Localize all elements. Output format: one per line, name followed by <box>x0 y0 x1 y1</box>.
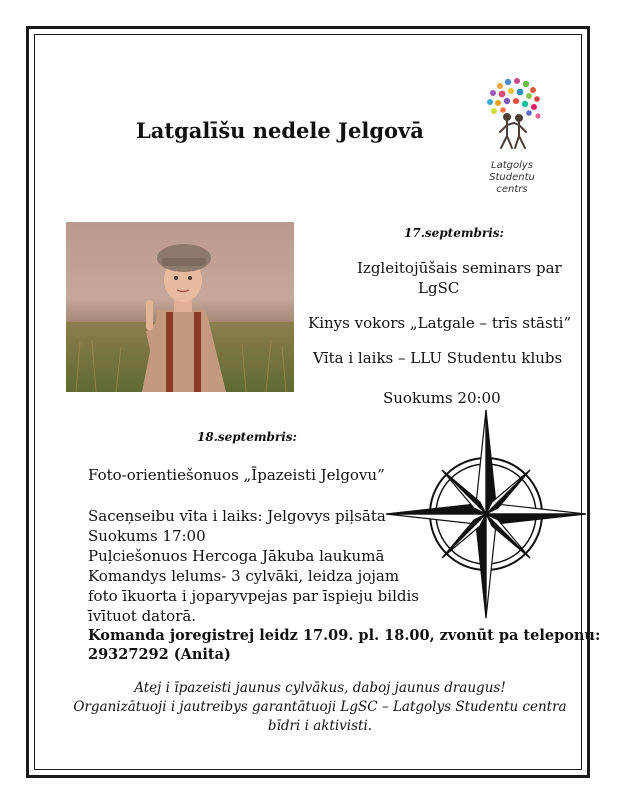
logo-line: centrs <box>496 184 528 195</box>
poster-title: Latgalīšu nedele Jelgovā <box>136 118 424 143</box>
day2-line: foto īkuorta i joparyvpejas par īspieju bildis <box>88 587 419 605</box>
footer-line: bīdri i aktivisti. <box>267 718 373 734</box>
day1-line: Vīta i laiks – LLU Studentu klubs <box>313 349 563 367</box>
date-day2: 18.septembris: <box>197 430 297 444</box>
day2-line: Komandys lelums- 3 cylvāki, leidza jojam <box>88 567 400 585</box>
day2-line: Puļciešonuos Hercoga Jākuba laukumā <box>88 547 385 565</box>
logo-text <box>480 160 544 196</box>
footer-line: Organizātuoji i jautreibys garantātuoji LgSC – Latgolys Studentu centra <box>73 699 567 715</box>
day2-line: Suokums 17:00 <box>88 527 206 545</box>
day2-heading: Foto-orientiešonuos „Īpazeisti Jelgovu” <box>88 466 385 484</box>
registration-phone: 29327292 (Anita) <box>88 646 231 663</box>
day2-line: īvītuot datorā. <box>88 607 197 625</box>
day1-line: LgSC <box>418 279 460 297</box>
date-day1: 17.septembris: <box>404 226 504 240</box>
day2-line: Saceņseibu vīta i laiks: Jelgovys piļsāta <box>88 507 386 525</box>
registration-line: Komanda joregistrej leidz 17.09. pl. 18.00, zvonūt pa teleponu: <box>88 627 601 644</box>
day1-line: Izgleitojūšais seminars par <box>357 259 562 277</box>
day1-line: Kinys vokors „Latgale – trīs stāsti” <box>308 314 572 332</box>
logo-line: Latgolys <box>491 160 533 171</box>
boy-photo <box>66 222 294 392</box>
logo-line: Studentu <box>489 172 535 183</box>
footer-line: Atej i īpazeisti jaunus cylvākus, daboj jaunus draugus! <box>134 680 506 696</box>
day1-line: Suokums 20:00 <box>383 389 501 407</box>
